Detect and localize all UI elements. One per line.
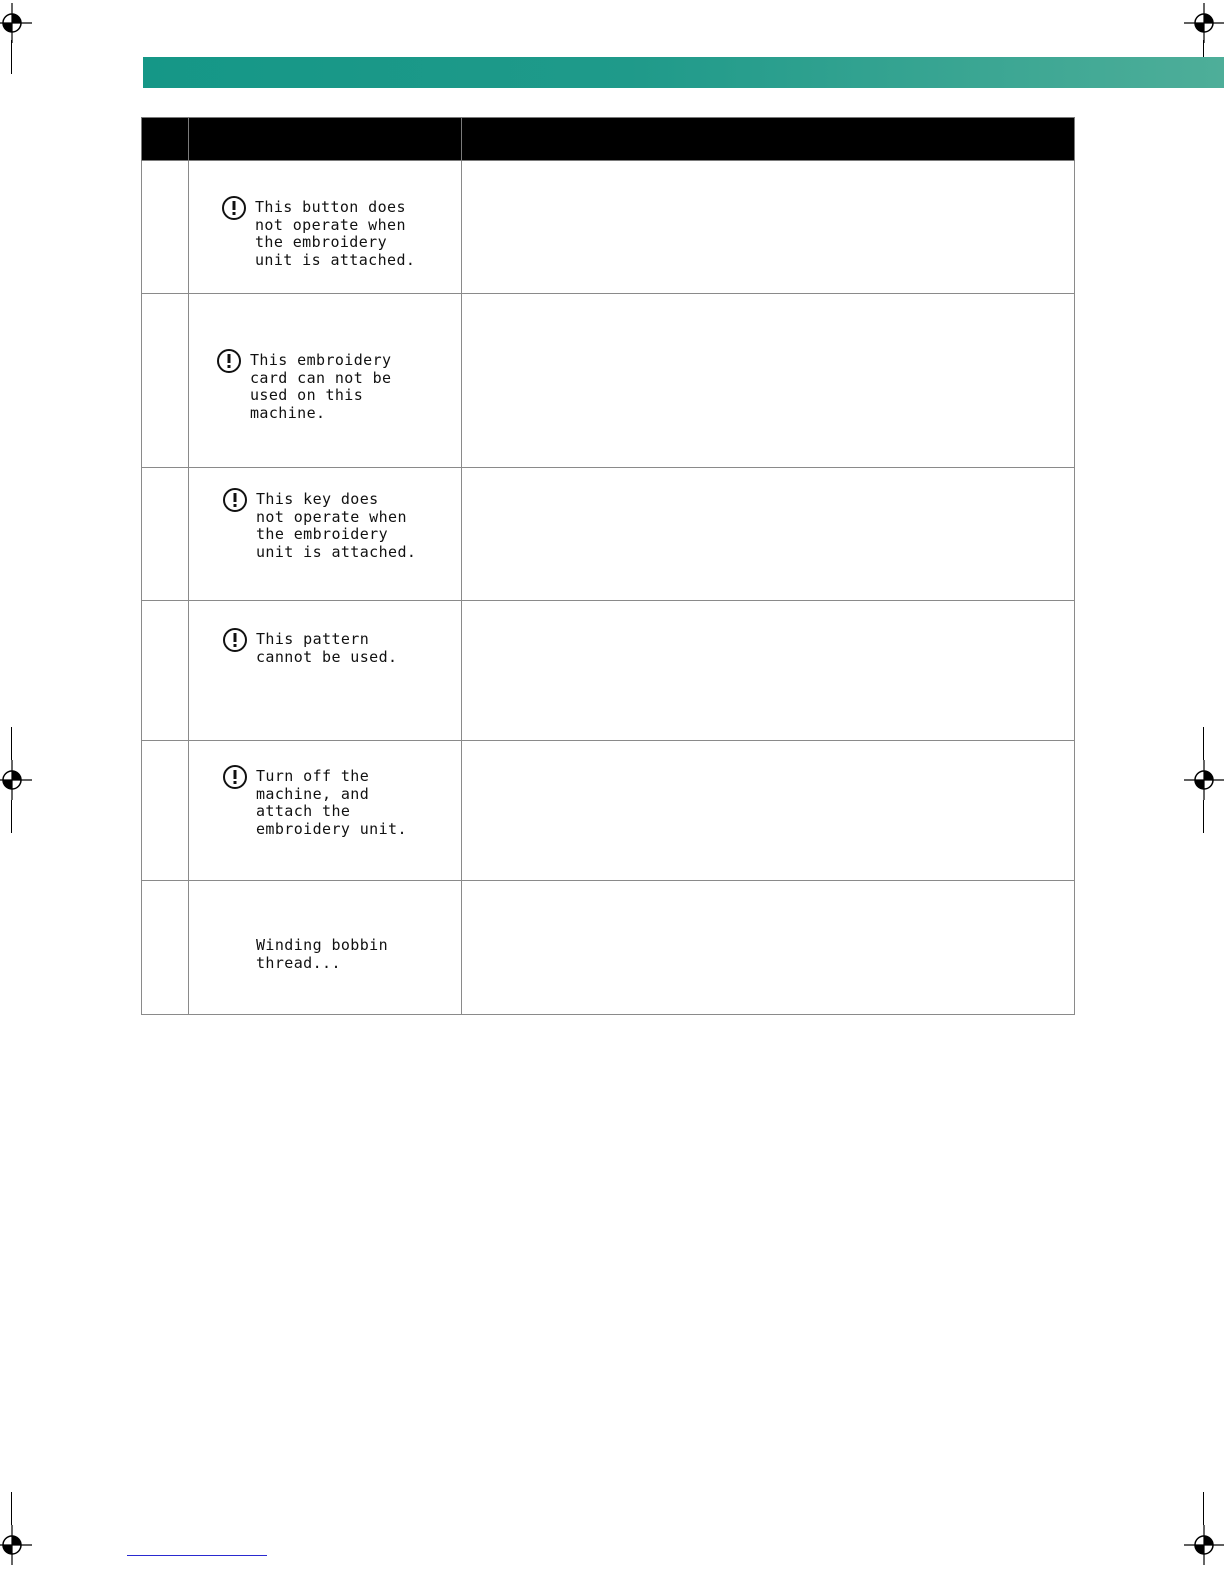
row-number-cell (142, 294, 189, 468)
registration-mark-bottom-right (1184, 1525, 1224, 1565)
lcd-message (222, 768, 407, 838)
header-cell-description (462, 118, 1075, 161)
registration-crosshair-icon (0, 760, 32, 800)
lcd-message (222, 631, 397, 666)
registration-crosshair-icon (0, 3, 32, 43)
registration-crosshair-icon (1184, 760, 1224, 800)
lcd-message (222, 491, 416, 561)
trim-line (1203, 800, 1204, 833)
table-row (142, 881, 1075, 1015)
lcd-message-text: This embroidery card can not be used on this machine. (250, 351, 392, 422)
lcd-message-text: This pattern cannot be used. (256, 630, 398, 666)
lcd-message-cell (189, 741, 462, 881)
exclamation-circle-icon (222, 487, 248, 513)
description-cell (462, 881, 1075, 1015)
description-cell (462, 468, 1075, 601)
lcd-message-cell (189, 601, 462, 741)
registration-mark-mid-left (0, 760, 32, 800)
lcd-message-text: Turn off the machine, and attach the embroidery unit. (256, 767, 407, 838)
description-cell (462, 601, 1075, 741)
row-number-cell (142, 161, 189, 294)
exclamation-circle-icon (221, 195, 247, 221)
trim-line (11, 1492, 12, 1525)
header-cell-number (142, 118, 189, 161)
lcd-message-cell (189, 294, 462, 468)
trim-line (1203, 1492, 1204, 1525)
lcd-message-cell (189, 161, 462, 294)
lcd-message (256, 937, 388, 972)
header-cell-message (189, 118, 462, 161)
registration-crosshair-icon (1184, 3, 1224, 43)
exclamation-circle-icon (222, 627, 248, 653)
footer-link-underline[interactable] (127, 1555, 267, 1556)
table-row (142, 468, 1075, 601)
lcd-message (221, 199, 415, 269)
row-number-cell (142, 881, 189, 1015)
lcd-message-text: Winding bobbin thread... (256, 936, 389, 972)
lcd-message-text: This button does not operate when the embroidery unit is attached. (255, 198, 416, 269)
registration-mark-bottom-left (0, 1525, 32, 1565)
description-cell (462, 294, 1075, 468)
registration-mark-top-right (1184, 3, 1224, 43)
registration-mark-mid-right (1184, 760, 1224, 800)
lcd-message-cell (189, 881, 462, 1015)
table-row (142, 741, 1075, 881)
row-number-cell (142, 601, 189, 741)
table-row (142, 161, 1075, 294)
lcd-message-text: This key does not operate when the embroidery unit is attached. (256, 490, 417, 561)
registration-crosshair-icon (1184, 1525, 1224, 1565)
trim-line (11, 40, 12, 74)
lcd-message-cell (189, 468, 462, 601)
description-cell (462, 161, 1075, 294)
trim-line (1203, 727, 1204, 760)
exclamation-circle-icon (222, 764, 248, 790)
lcd-message (216, 352, 391, 422)
message-table (141, 117, 1075, 1015)
trim-line (11, 727, 12, 760)
row-number-cell (142, 741, 189, 881)
registration-mark-top-left (0, 3, 32, 43)
table-row (142, 601, 1075, 741)
description-cell (462, 741, 1075, 881)
exclamation-circle-icon (216, 348, 242, 374)
header-band (143, 57, 1224, 88)
trim-line (11, 800, 12, 833)
registration-crosshair-icon (0, 1525, 32, 1565)
table-header-row (142, 118, 1075, 161)
table-row (142, 294, 1075, 468)
row-number-cell (142, 468, 189, 601)
